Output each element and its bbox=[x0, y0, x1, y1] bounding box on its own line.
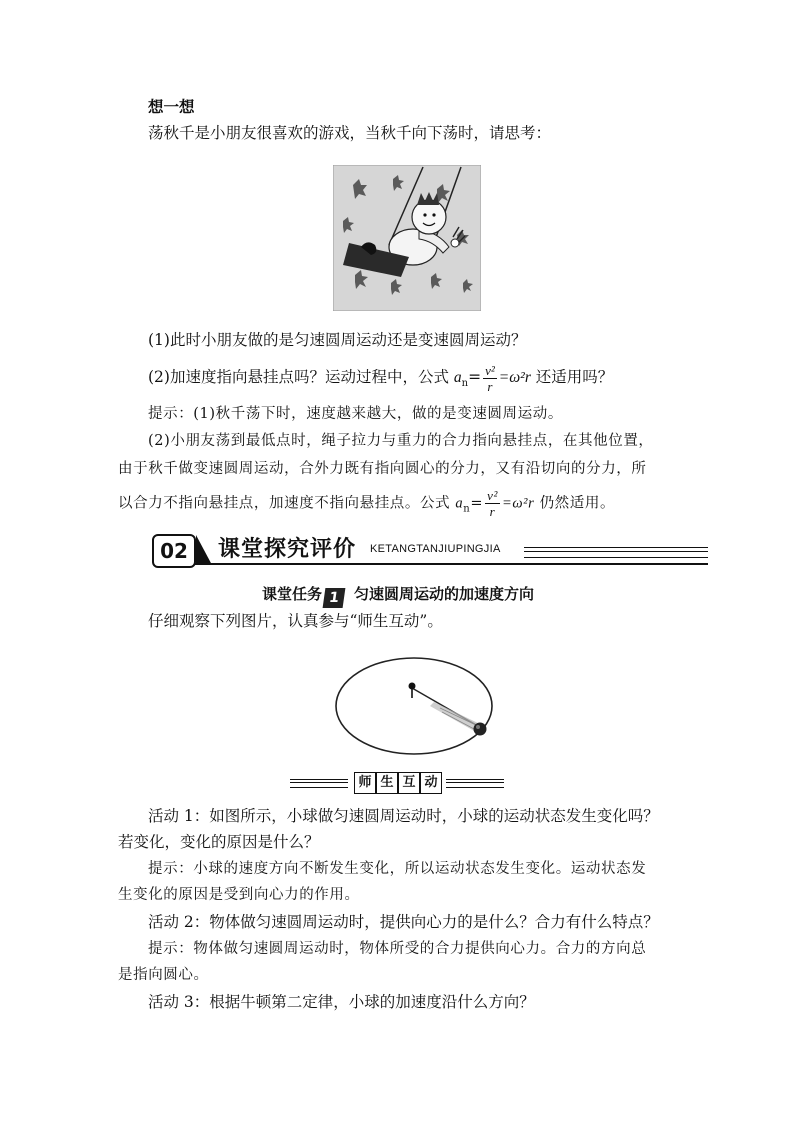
question-1: (1)此时小朋友做的是匀速圆周运动还是变速圆周运动？ bbox=[148, 331, 527, 349]
formula-sub: n bbox=[461, 378, 469, 390]
interaction-char-2: 生 bbox=[376, 772, 398, 794]
hint-2-line-3-end: 仍然适用。 bbox=[534, 495, 616, 512]
formula-sub-2: n bbox=[463, 503, 471, 515]
task-label: 课堂任务 bbox=[262, 585, 323, 603]
section-banner bbox=[152, 533, 708, 567]
interaction-header bbox=[290, 772, 504, 796]
observe-instruction: 仔细观察下列图片，认真参与“师生互动”。 bbox=[148, 612, 443, 630]
classroom-task-heading bbox=[262, 583, 534, 608]
interaction-rule-left bbox=[290, 779, 348, 788]
hint-2-line-1: (2)小朋友荡到最低点时，绳子拉力与重力的合力指向悬挂点，在其他位置， bbox=[148, 433, 654, 449]
section-number: 02 bbox=[152, 534, 196, 568]
formula-a: a bbox=[453, 369, 462, 386]
activity-1-line-1: 活动 1：如图所示，小球做匀速圆周运动时，小球的运动状态发生变化吗？ bbox=[148, 807, 659, 825]
formula-denominator: r bbox=[487, 378, 493, 394]
section-title: 课堂探究评价 bbox=[218, 537, 357, 562]
interaction-char-4: 动 bbox=[420, 772, 442, 794]
formula-eq-2: = bbox=[470, 495, 484, 512]
activity-1-line-2: 若变化，变化的原因是什么？ bbox=[118, 833, 320, 851]
interaction-rule-right bbox=[446, 779, 504, 788]
formula-rhs-2: =ω²r bbox=[501, 495, 535, 512]
question-2-text: (2)加速度指向悬挂点吗？运动过程中，公式 bbox=[148, 368, 454, 386]
hint-activity-2-line-2: 是指向圆心。 bbox=[118, 967, 209, 983]
formula-numerator-2: v² bbox=[487, 488, 498, 503]
hint-1: 提示：(1)秋千荡下时，速度越来越大，做的是变速圆周运动。 bbox=[148, 406, 563, 422]
swing-illustration bbox=[333, 165, 481, 311]
formula-a-2: a bbox=[455, 495, 464, 512]
hint-activity-1-line-2: 生变化的原因是受到向心力的作用。 bbox=[118, 887, 360, 903]
think-intro: 荡秋千是小朋友很喜欢的游戏，当秋千向下荡时，请思考： bbox=[148, 124, 552, 142]
formula-denominator-2: r bbox=[489, 504, 496, 519]
banner-triangle-icon bbox=[196, 535, 212, 565]
activity-2: 活动 2：物体做匀速圆周运动时，提供向心力的是什么？合力有什么特点？ bbox=[148, 913, 659, 931]
hint-2-line-3-text: 以合力不指向悬挂点，加速度不指向悬挂点。公式 bbox=[118, 495, 456, 512]
task-title: 匀速圆周运动的加速度方向 bbox=[354, 585, 535, 603]
hint-2-line-2: 由于秋千做变速圆周运动，合外力既有指向圆心的分力，又有沿切向的分力，所 bbox=[118, 461, 647, 477]
question-2-end: 还适用吗？ bbox=[530, 368, 614, 386]
hint-2-line-3 bbox=[118, 488, 615, 524]
interaction-char-1: 师 bbox=[354, 772, 376, 794]
banner-stripes bbox=[524, 547, 708, 558]
formula-numerator: v² bbox=[485, 362, 495, 378]
circular-motion-figure bbox=[330, 640, 500, 760]
section-pinyin: KETANGTANJIUPINGJIA bbox=[370, 543, 501, 555]
formula-fraction-2 bbox=[485, 488, 500, 519]
hint-activity-2-line-1: 提示：物体做匀速圆周运动时，物体所受的合力提供向心力。合力的方向总 bbox=[148, 941, 647, 957]
activity-3: 活动 3：根据牛顿第二定律，小球的加速度沿什么方向？ bbox=[148, 993, 535, 1011]
hint-activity-1-line-1: 提示：小球的速度方向不断发生变化，所以运动状态发生变化。运动状态发 bbox=[148, 861, 647, 877]
question-2 bbox=[148, 362, 613, 399]
think-heading: 想一想 bbox=[148, 98, 195, 116]
task-badge: 1 bbox=[323, 588, 346, 608]
formula-eq: = bbox=[468, 368, 482, 386]
interaction-char-3: 互 bbox=[398, 772, 420, 794]
formula-fraction bbox=[483, 363, 497, 394]
formula-rhs: =ω²r bbox=[498, 369, 531, 386]
